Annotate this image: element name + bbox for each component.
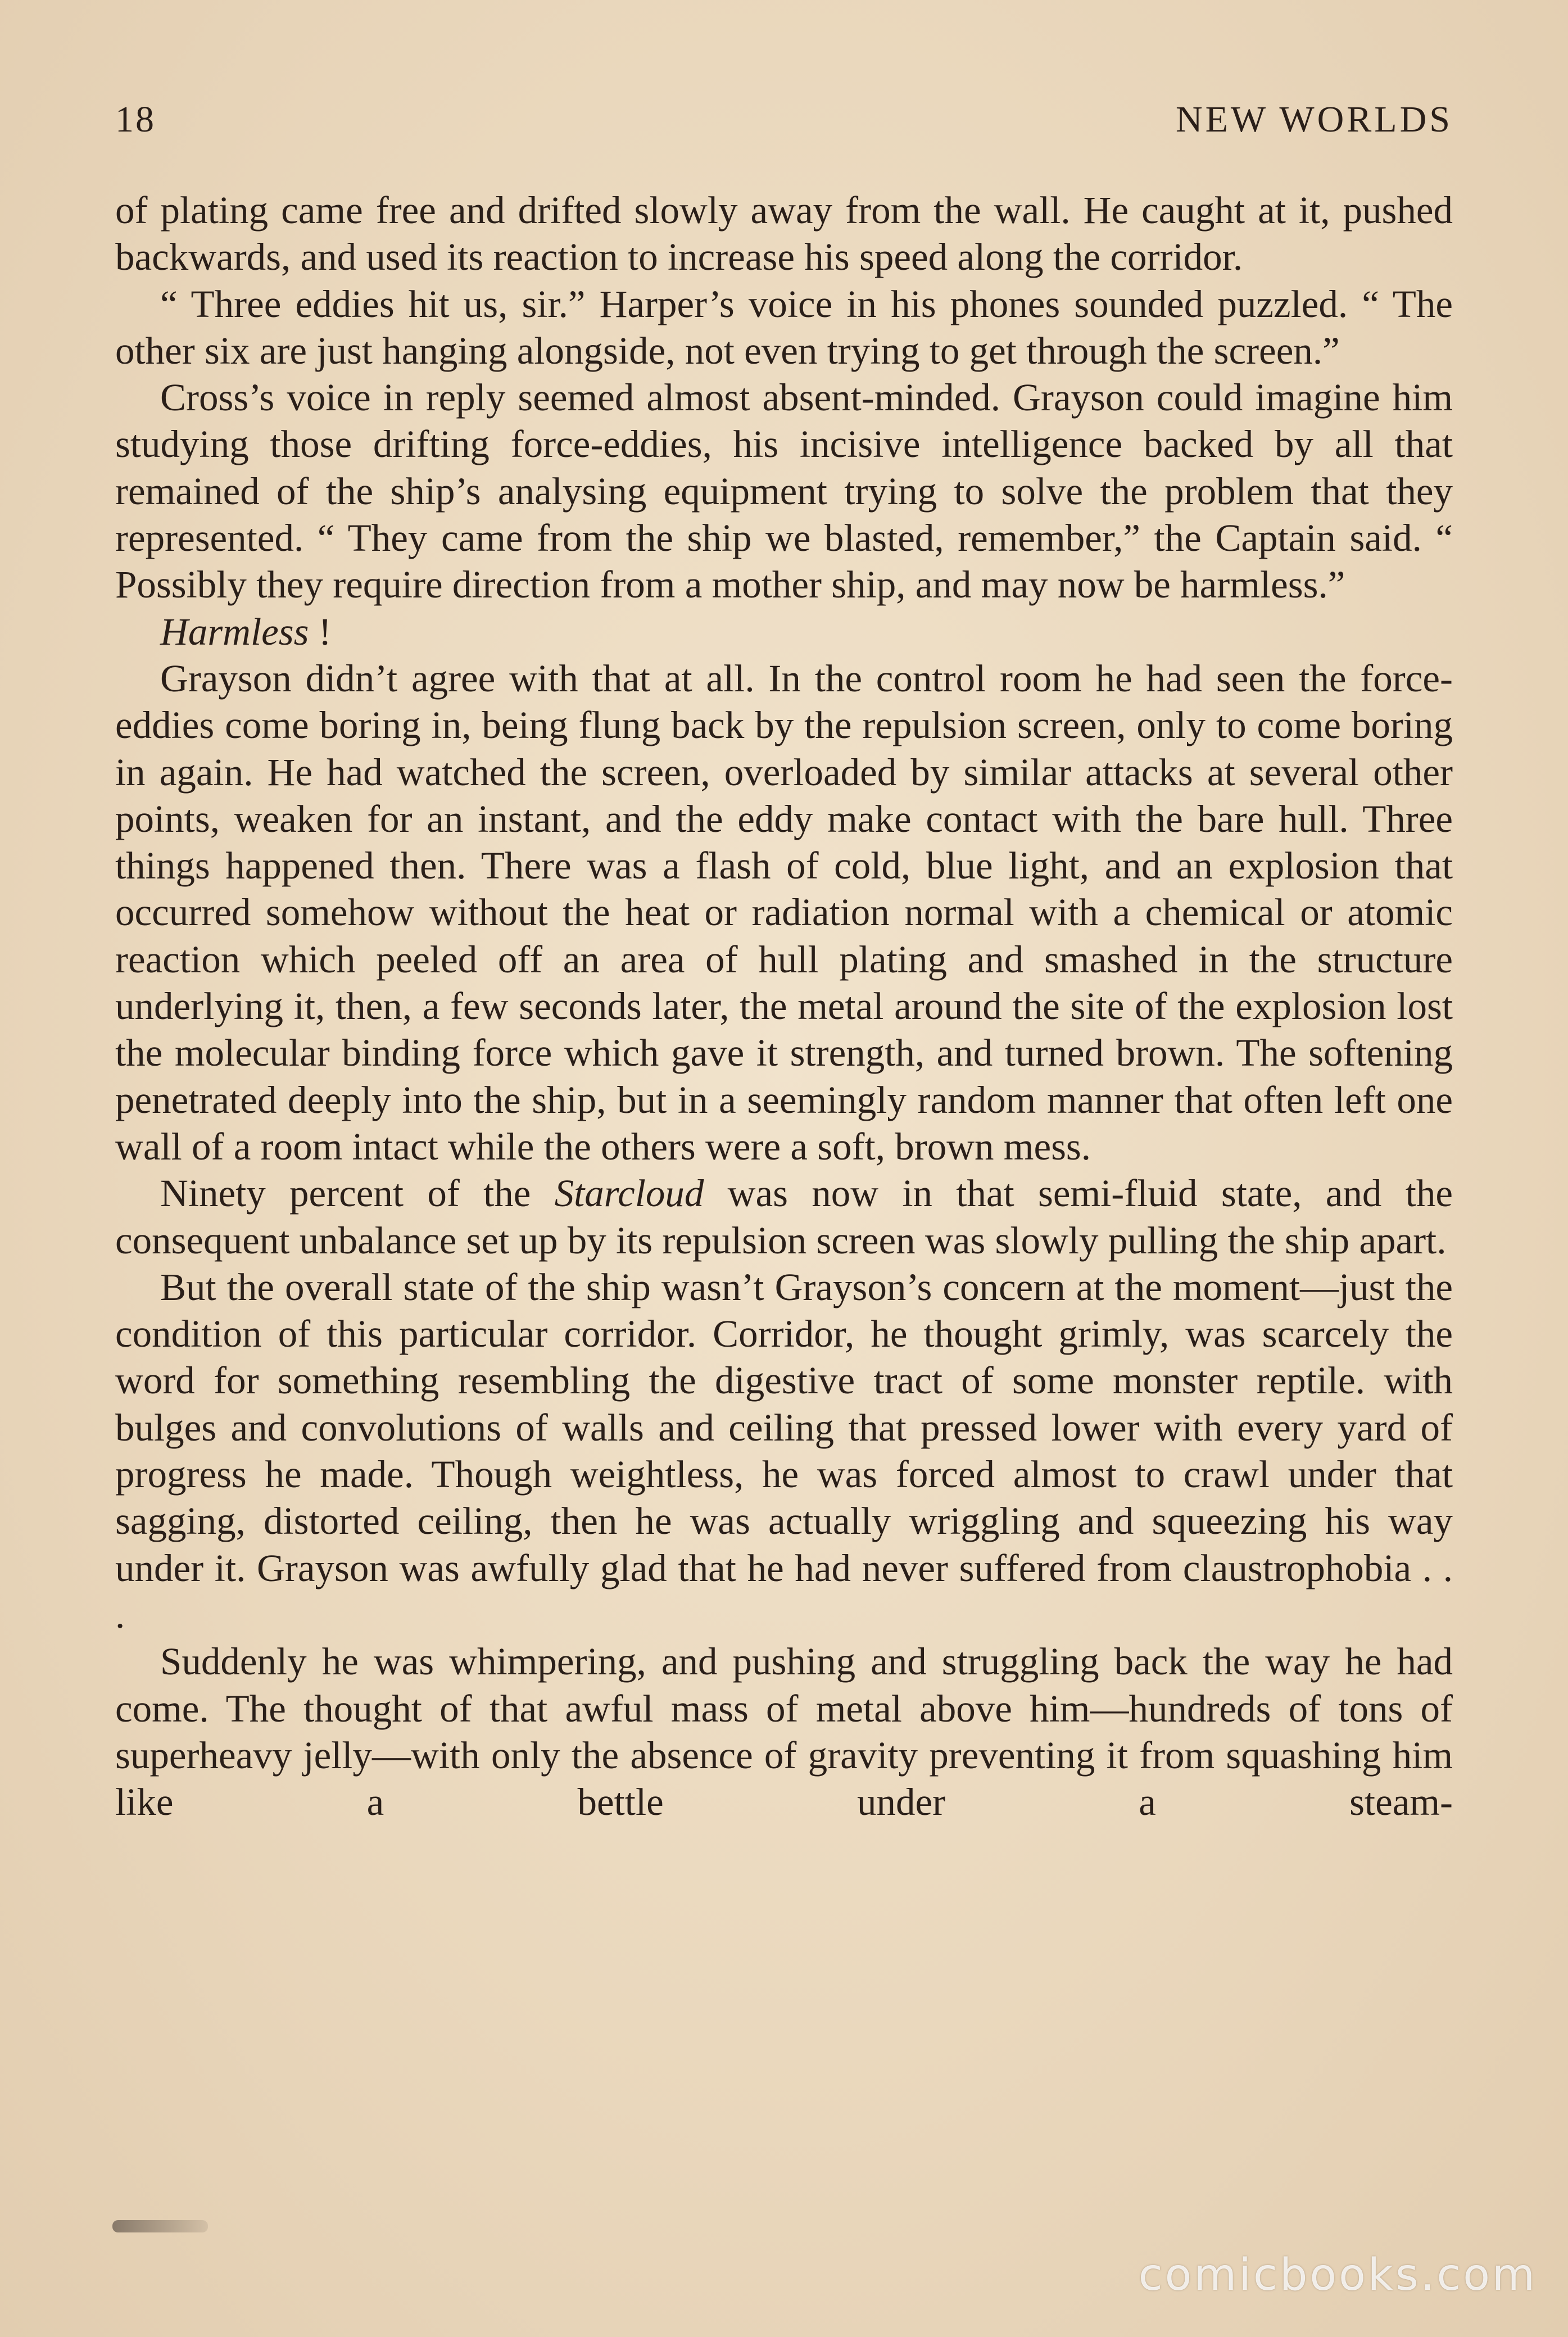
- paragraph-text: Suddenly he was whimpering, and pushing and struggling back the way he had come. The thought of that awful mass of metal above him—hundreds of tons of superheavy jelly—with only the absence of gravity preventing it from squashing him like a bettle under a steam-: [115, 1640, 1453, 1824]
- page-number: 18: [115, 99, 156, 140]
- paragraph: [115, 655, 1453, 1170]
- paragraph: [115, 609, 1453, 655]
- paragraph: [115, 187, 1453, 281]
- paragraph-text: Grayson didn’t agree with that at all. In the control room he had seen the force-eddies come boring in, being flung back by the repulsion screen, only to come boring in again. He had watched the screen, overloaded by similar attacks at several other points, weaken for an instant, and the eddy make contact with the bare hull. Three things happened then. There was a flash of cold, blue light, and an explosion that occurred somehow without the heat or radiation normal with a chemical or atomic reaction which peeled off an area of hull plating and smashed in the structure underlying it, then, a few seconds later, the metal around the site of the explosion lost the molecular binding force which gave it strength, and turned brown. The softening penetrated deeply into the ship, but in a seemingly random manner that often left one wall of a room intact while the others were a soft, brown mess.: [115, 656, 1453, 1168]
- paragraph: [115, 374, 1453, 608]
- italic-text: Starcloud: [554, 1172, 704, 1215]
- running-head: [115, 98, 1453, 149]
- paragraph-text: Ninety percent of the: [160, 1172, 555, 1215]
- paragraph-text: Cross’s voice in reply seemed almost absent-minded. Grayson could imagine him studying those drifting force-eddies, his incisive intelligence backed by all that remained of the ship’s analysing equipment trying to solve the problem that they represented. “ They came from the ship we blasted, remember,” the Captain said. “ Possibly they require direction from a mother ship, and may now be harmless.”: [115, 376, 1453, 606]
- paragraph-text: was now in that semi-fluid state, and the consequent unbalance set up by its repulsion screen was slowly pulling the ship apart.: [115, 1172, 1453, 1262]
- paragraph: [115, 1170, 1453, 1264]
- watermark: comicbooks.com: [1138, 2250, 1537, 2300]
- paragraph: [115, 1638, 1453, 1826]
- running-title: NEW WORLDS: [1175, 99, 1453, 140]
- paragraph: [115, 1264, 1453, 1638]
- italic-text: Harmless: [160, 610, 309, 653]
- paragraph-text: !: [309, 610, 332, 653]
- paragraph-text: “ Three eddies hit us, sir.” Harper’s voice in his phones sounded puzzled. “ The other six are just hanging alongside, not even trying to get through the screen.”: [115, 282, 1453, 372]
- paragraph-text: But the overall state of the ship wasn’t Grayson’s concern at the moment—just the condition of this particular corridor. Corridor, he thought grimly, was scarcely the word for something resembling the digestive tract of some monster reptile. with bulges and convolutions of walls and ceiling that pressed lower with every yard of progress he made. Though weightless, he was forced almost to crawl under that sagging, distorted ceiling, then he was actually wriggling and squeezing his way under it. Grayson was awfully glad that he had never suffered from claustrophobia . . .: [115, 1265, 1453, 1636]
- paragraph: [115, 281, 1453, 375]
- body-text: [115, 187, 1453, 1826]
- paragraph-text: of plating came free and drifted slowly away from the wall. He caught at it, pushed backwards, and used its reaction to increase his speed along the corridor.: [115, 189, 1453, 279]
- ink-smudge: [112, 2220, 208, 2232]
